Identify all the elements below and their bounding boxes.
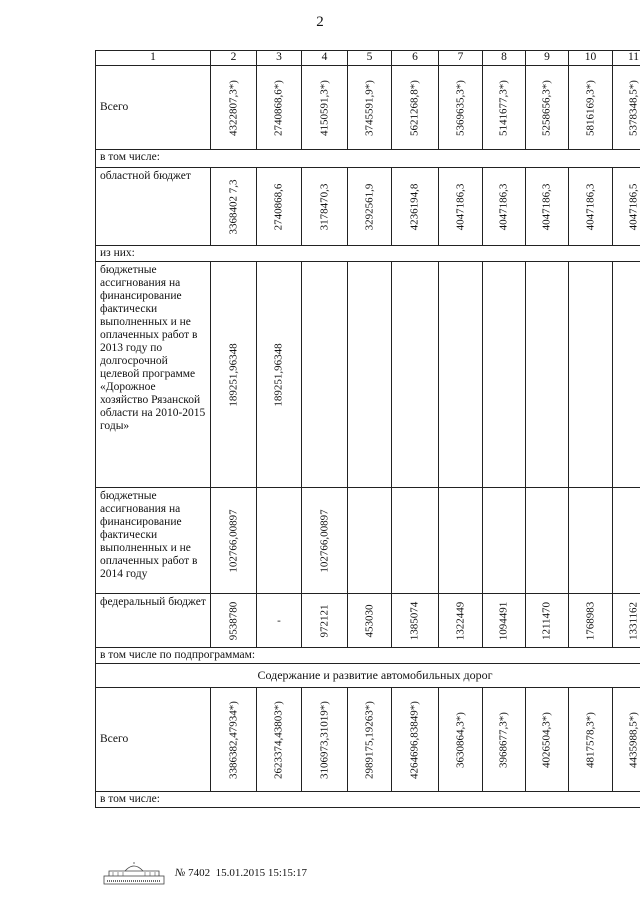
- value-cell: [439, 66, 483, 150]
- building-stamp-icon: [103, 862, 165, 886]
- cell-value: 1322449: [454, 601, 466, 640]
- cell-value: 3968677,3*): [497, 711, 510, 768]
- column-header-4: 4: [302, 51, 348, 66]
- value-cell: [392, 594, 439, 648]
- row-v-tom-chisle-2: [96, 792, 640, 808]
- cell-value: 4264696,83849*): [408, 700, 421, 779]
- row-label: федеральный бюджет: [96, 594, 211, 648]
- cell-value: 3178470,3: [318, 183, 330, 230]
- column-header-9: 9: [526, 51, 569, 66]
- doc-number: 7402: [188, 867, 211, 879]
- value-cell: [302, 262, 348, 488]
- value-cell: [613, 66, 640, 150]
- row-oblastnoy: [96, 168, 640, 246]
- cell-value: 3368402 7,3: [227, 179, 239, 234]
- cell-value: 5816169,3*): [584, 79, 596, 136]
- page-number: 2: [316, 14, 324, 30]
- value-cell: [483, 688, 526, 792]
- value-cell: [257, 262, 302, 488]
- value-cell: [483, 488, 526, 594]
- row-federal: [96, 594, 640, 648]
- row-subprogram-title: [96, 664, 640, 688]
- row-label: Всего: [96, 66, 211, 150]
- cell-value: 3386382,47934*): [227, 700, 239, 779]
- value-cell: [613, 594, 640, 648]
- value-cell: [526, 262, 569, 488]
- value-cell: [302, 688, 348, 792]
- value-cell: [569, 168, 613, 246]
- cell-value: 5378348,5*): [627, 79, 639, 136]
- cell-value: 1094491: [497, 601, 510, 640]
- value-cell: [439, 594, 483, 648]
- document-footer: [103, 862, 363, 888]
- value-cell: [348, 594, 392, 648]
- value-cell: [348, 688, 392, 792]
- row-v-tom-chisle: [96, 150, 640, 168]
- value-cell: [439, 262, 483, 488]
- value-cell: [392, 488, 439, 594]
- column-header-3: 3: [257, 51, 302, 66]
- value-cell: [526, 168, 569, 246]
- cell-value: 972121: [318, 604, 330, 637]
- value-cell: [526, 688, 569, 792]
- value-cell: [211, 66, 257, 150]
- value-cell: [526, 488, 569, 594]
- cell-value: 9538780: [227, 601, 239, 640]
- cell-value: 3745591,9*): [363, 79, 375, 136]
- cell-value: 2740868,6: [272, 183, 285, 230]
- value-cell: [569, 262, 613, 488]
- value-cell: [257, 168, 302, 246]
- section-label: в том числе по подпрограммам:: [96, 648, 640, 664]
- header-row: [96, 51, 640, 66]
- value-cell: [257, 688, 302, 792]
- value-cell: [211, 688, 257, 792]
- cell-value: 189251,96348: [227, 342, 239, 407]
- value-cell: [569, 688, 613, 792]
- value-cell: [483, 262, 526, 488]
- value-cell: [257, 594, 302, 648]
- value-cell: [613, 488, 640, 594]
- value-cell: [211, 488, 257, 594]
- value-cell: [569, 66, 613, 150]
- cell-value: 4435988,5*): [627, 711, 639, 768]
- value-cell: [257, 66, 302, 150]
- value-cell: [348, 488, 392, 594]
- document-registration: [175, 867, 307, 879]
- cell-value: 1211470: [540, 601, 553, 640]
- cell-value: 3106973,31019*): [318, 700, 330, 779]
- row-vsego: [96, 66, 640, 150]
- value-cell: [526, 66, 569, 150]
- value-cell: [211, 262, 257, 488]
- value-cell: [613, 168, 640, 246]
- value-cell: [302, 168, 348, 246]
- cell-value: 3292561,9: [363, 183, 375, 230]
- row-label: областной бюджет: [96, 168, 211, 246]
- value-cell: [257, 488, 302, 594]
- cell-value: 4047186,3: [540, 183, 553, 230]
- value-cell: [439, 488, 483, 594]
- cell-value: 5258656,3*): [540, 79, 553, 136]
- column-header-1: 1: [96, 51, 211, 66]
- cell-value: 4047186,3: [497, 183, 510, 230]
- cell-value: 4047186,3: [584, 183, 596, 230]
- section-label: в том числе:: [96, 792, 640, 808]
- cell-value: 3630864,3*): [454, 711, 466, 768]
- value-cell: [302, 594, 348, 648]
- value-cell: [439, 688, 483, 792]
- value-cell: [613, 688, 640, 792]
- cell-value: 4236194,8: [408, 183, 421, 230]
- value-cell: [483, 66, 526, 150]
- column-header-6: 6: [392, 51, 439, 66]
- cell-value: 4047186,5: [627, 183, 639, 230]
- cell-value: 4047186,3: [454, 183, 466, 230]
- value-cell: [483, 168, 526, 246]
- value-cell: [348, 262, 392, 488]
- value-cell: [302, 66, 348, 150]
- cell-value: 4026504,3*): [540, 711, 553, 768]
- cell-value: 5141677,3*): [497, 79, 510, 136]
- column-header-5: 5: [348, 51, 392, 66]
- value-cell: [211, 594, 257, 648]
- value-cell: [526, 594, 569, 648]
- value-cell: [302, 488, 348, 594]
- row-iz-nih: [96, 246, 640, 262]
- column-header-11: 11: [613, 51, 640, 66]
- value-cell: [348, 66, 392, 150]
- value-cell: [392, 688, 439, 792]
- cell-value: 1768983: [584, 601, 596, 640]
- value-cell: [613, 262, 640, 488]
- cell-value: 2623374,43803*): [272, 700, 285, 779]
- section-label: из них:: [96, 246, 640, 262]
- cell-value: -: [277, 614, 281, 626]
- row-label: Всего: [96, 688, 211, 792]
- row-assign-2014: [96, 488, 640, 594]
- row-po-podprogrammam: [96, 648, 640, 664]
- cell-value: 102766,00897: [318, 508, 330, 573]
- value-cell: [211, 168, 257, 246]
- cell-value: 4322807,3*): [227, 79, 239, 136]
- column-header-7: 7: [439, 51, 483, 66]
- cell-value: 189251,96348: [272, 342, 285, 407]
- section-label: в том числе:: [96, 150, 640, 168]
- cell-value: 102766,00897: [227, 508, 239, 573]
- cell-value: 4817578,3*): [584, 711, 596, 768]
- row-vsego-subprogram: [96, 688, 640, 792]
- row-label: бюджетные ассигнования на финансирование фактически выполненных и не оплаченных работ в 2013 году по долгосрочной целевой программе «Дорожное хозяйство Рязанской области на 2010-2015 годы»: [96, 262, 211, 488]
- cell-value: 2989175,19263*): [363, 700, 375, 779]
- value-cell: [392, 168, 439, 246]
- value-cell: [569, 488, 613, 594]
- doc-number-label: №: [175, 867, 186, 879]
- column-header-10: 10: [569, 51, 613, 66]
- value-cell: [392, 262, 439, 488]
- row-label: бюджетные ассигнования на финансирование фактически выполненных и не оплаченных работ в 2014 году: [96, 488, 211, 594]
- column-header-2: 2: [211, 51, 257, 66]
- value-cell: [439, 168, 483, 246]
- value-cell: [569, 594, 613, 648]
- value-cell: [392, 66, 439, 150]
- cell-value: 1331162: [627, 601, 639, 640]
- cell-value: 4150591,3*): [318, 79, 330, 136]
- doc-datetime: 15.01.2015 15:15:17: [215, 867, 307, 879]
- cell-value: 5621268,8*): [408, 79, 421, 136]
- column-header-8: 8: [483, 51, 526, 66]
- cell-value: 2740868,6*): [272, 79, 285, 136]
- cell-value: 453030: [363, 604, 375, 637]
- budget-table: [95, 50, 640, 808]
- value-cell: [348, 168, 392, 246]
- cell-value: 5369635,3*): [454, 79, 466, 136]
- subprogram-title: Содержание и развитие автомобильных дорог: [96, 664, 640, 688]
- row-assign-2013: [96, 262, 640, 488]
- cell-value: 1385074: [408, 601, 421, 640]
- value-cell: [483, 594, 526, 648]
